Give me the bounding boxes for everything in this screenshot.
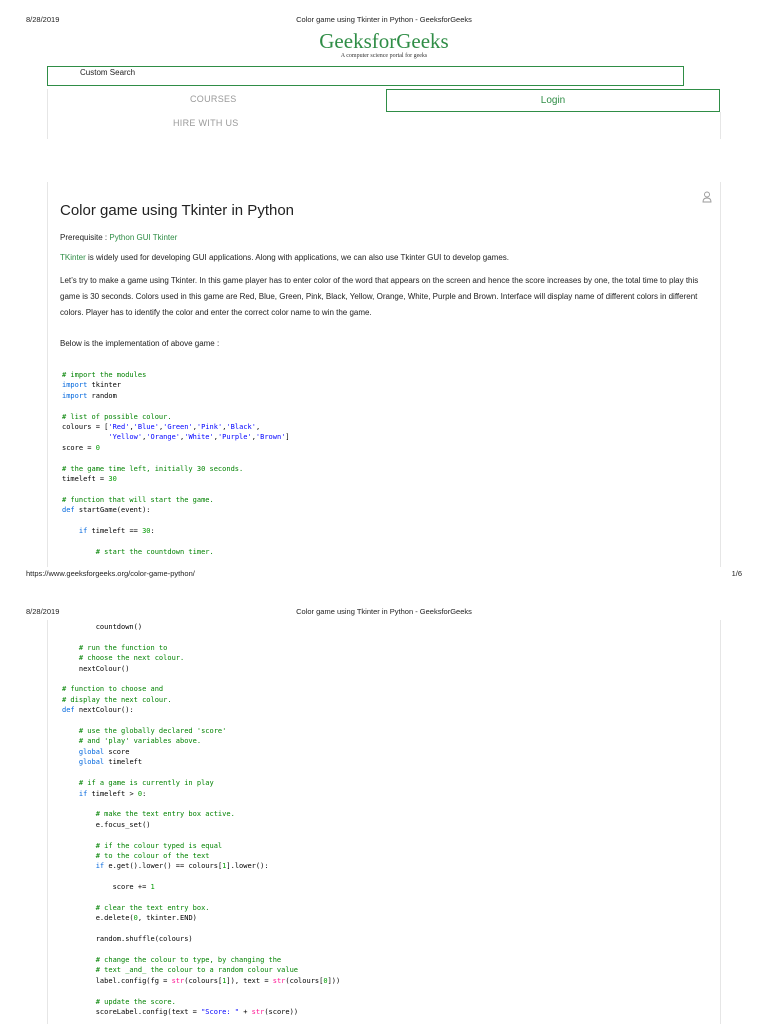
intro-text: is widely used for developing GUI applications. Along with applications, we can also use Tkinter GUI to develop games. — [85, 253, 509, 262]
code-block-continued: countdown() # run the function to # choose the next colour. nextColour() # function to choose and # display the next colour. def nextColour(): # use the globally declared 'score' # and 'play' variables above. global score global timeleft # if a game is currently in play if timeleft > 0: # make the text entry box active. e.focus_set() # if the colour typed is equal # to the colour of the text if e.get().lower() == colours[1].lower(): score += 1 # clear the text entry box. e.delete(0, tkinter.END) random.shuffle(colours) # change the colour to type, by changing the # text _and_ the colour to a random colour value label.config(fg = str(colours[1]), text = str(colours[0])) # update the score. scoreLabel.config(text = "Score: " + str(score)) — [62, 623, 341, 1017]
print-url: https://www.geeksforgeeks.org/color-game-python/ — [26, 569, 195, 578]
code-block: # import the modules import tkinter import random # list of possible colour. colours = ['Red','Blue','Green','Pink','Black', 'Yellow','Orange','White','Purple','Brown'] score = 0 # the game time left, initially 30 seconds. timeleft = 30 # function that will start the game. def startGame(event): if timeleft == 30: # start the countdown timer. — [62, 371, 290, 556]
print-header-2 — [0, 607, 768, 621]
site-logo[interactable]: GeeksforGeeks — [319, 29, 449, 53]
search-input[interactable] — [47, 66, 684, 86]
divider — [720, 182, 721, 567]
prerequisite-label: Prerequisite : — [60, 233, 110, 242]
print-title: Color game using Tkinter in Python - GeeksforGeeks — [296, 15, 472, 24]
print-title: Color game using Tkinter in Python - GeeksforGeeks — [296, 607, 472, 616]
divider — [47, 182, 48, 567]
nav-courses-link[interactable]: COURSES — [190, 94, 237, 104]
divider — [720, 620, 721, 1024]
print-header — [0, 15, 768, 29]
print-footer — [0, 569, 768, 581]
implementation-intro: Below is the implementation of above game : — [60, 339, 220, 348]
tkinter-link[interactable]: TKinter — [60, 253, 86, 262]
login-button[interactable]: Login — [386, 89, 720, 112]
nav-hire-link[interactable]: HIRE WITH US — [173, 118, 239, 128]
description-paragraph: Let’s try to make a game using Tkinter. In this game player has to enter color of the word that appears on the screen and hence the score increases by one, the total time to play this game is 30 seconds. Colors used in this game are Red, Blue, Green, Pink, Black, Yellow, Orange, White, Purple and Brown. Interface will display name of different colors in different colors. Player has to identify the color and enter the correct color name to win the game. — [60, 276, 699, 317]
search-placeholder: Custom Search — [80, 68, 136, 77]
print-date: 8/28/2019 — [26, 607, 60, 616]
site-brand — [0, 30, 768, 59]
divider — [47, 620, 48, 1024]
print-page-number: 1/6 — [731, 569, 742, 578]
intro-paragraph — [60, 250, 716, 266]
prerequisite-line — [60, 230, 716, 246]
prerequisite-link[interactable]: Python GUI Tkinter — [109, 233, 178, 242]
site-tagline: A computer science portal for geeks — [340, 53, 428, 59]
print-date: 8/28/2019 — [26, 15, 60, 24]
divider — [47, 89, 48, 139]
article-title: Color game using Tkinter in Python — [60, 202, 295, 219]
divider — [720, 112, 721, 139]
user-icon[interactable] — [702, 190, 712, 202]
